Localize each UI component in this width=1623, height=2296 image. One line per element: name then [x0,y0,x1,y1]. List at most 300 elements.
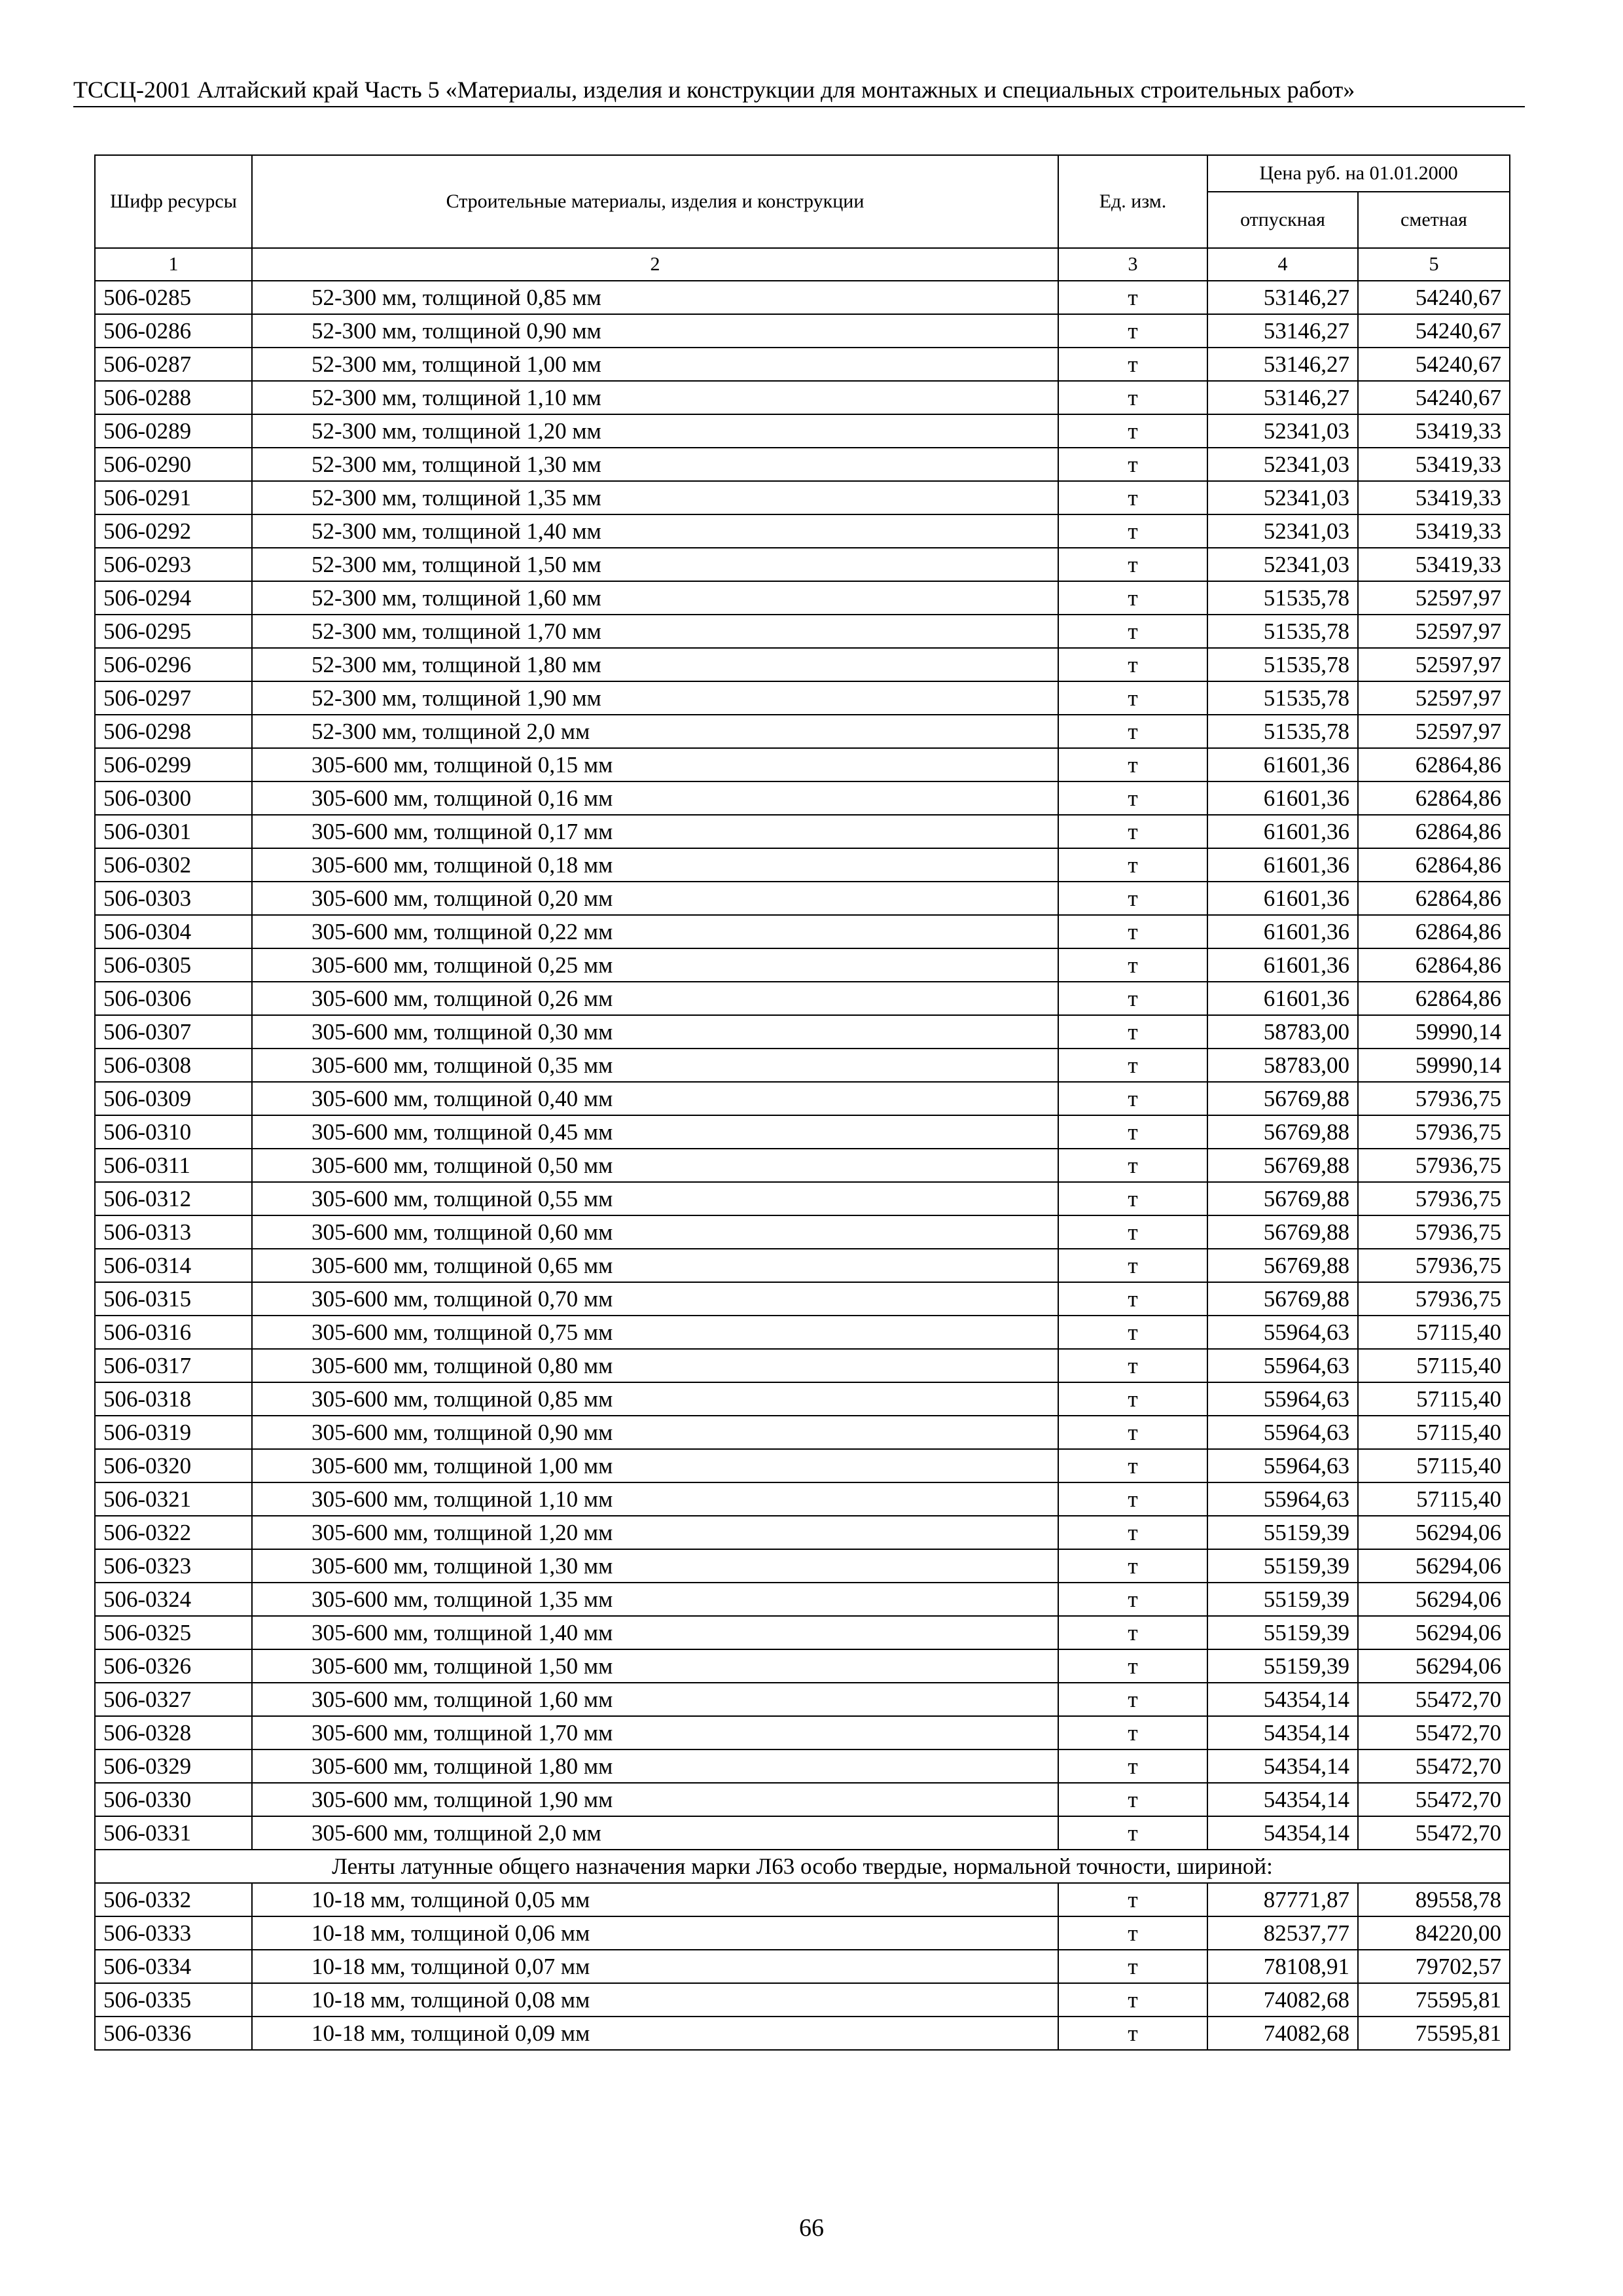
release-price: 55159,39 [1207,1583,1358,1616]
resource-code: 506-0291 [95,481,252,514]
release-price: 82537,77 [1207,1916,1358,1950]
material-name: 305-600 мм, толщиной 0,60 мм [252,1215,1058,1249]
unit: т [1058,1249,1207,1282]
resource-code: 506-0294 [95,581,252,615]
estimate-price: 52597,97 [1358,648,1510,681]
material-name: 305-600 мм, толщиной 0,15 мм [252,748,1058,781]
release-price: 87771,87 [1207,1883,1358,1916]
resource-code: 506-0302 [95,848,252,882]
table-row [95,1349,1510,1382]
release-price: 74082,68 [1207,1983,1358,2017]
release-price: 55159,39 [1207,1649,1358,1683]
table-row [95,1182,1510,1215]
table-row [95,548,1510,581]
resource-code: 506-0335 [95,1983,252,2017]
unit: т [1058,948,1207,982]
release-price: 58783,00 [1207,1049,1358,1082]
unit: т [1058,1783,1207,1816]
unit: т [1058,1382,1207,1416]
release-price: 61601,36 [1207,781,1358,815]
release-price: 61601,36 [1207,948,1358,982]
estimate-price: 55472,70 [1358,1749,1510,1783]
unit: т [1058,348,1207,381]
estimate-price: 55472,70 [1358,1683,1510,1716]
release-price: 54354,14 [1207,1816,1358,1850]
material-name: 52-300 мм, толщиной 1,60 мм [252,581,1058,615]
table-row [95,2017,1510,2050]
estimate-price: 79702,57 [1358,1950,1510,1983]
estimate-price: 57115,40 [1358,1382,1510,1416]
table-row [95,681,1510,715]
estimate-price: 57115,40 [1358,1316,1510,1349]
estimate-price: 57936,75 [1358,1215,1510,1249]
table-row [95,1950,1510,1983]
unit: т [1058,548,1207,581]
unit: т [1058,1182,1207,1215]
unit: т [1058,1349,1207,1382]
estimate-price: 56294,06 [1358,1583,1510,1616]
price-table [94,154,1510,2051]
table-row [95,715,1510,748]
unit: т [1058,1616,1207,1649]
material-name: 52-300 мм, толщиной 1,00 мм [252,348,1058,381]
release-price: 54354,14 [1207,1683,1358,1716]
unit: т [1058,715,1207,748]
release-price: 55964,63 [1207,1449,1358,1482]
table-row [95,982,1510,1015]
release-price: 61601,36 [1207,748,1358,781]
release-price: 53146,27 [1207,381,1358,414]
table-row [95,1049,1510,1082]
release-price: 56769,88 [1207,1249,1358,1282]
estimate-price: 62864,86 [1358,915,1510,948]
material-name: 305-600 мм, толщиной 1,10 мм [252,1482,1058,1516]
column-number: 4 [1207,248,1358,281]
table-row [95,1282,1510,1316]
release-price: 55964,63 [1207,1416,1358,1449]
estimate-price: 56294,06 [1358,1516,1510,1549]
resource-code: 506-0292 [95,514,252,548]
estimate-price: 56294,06 [1358,1616,1510,1649]
table-row [95,481,1510,514]
unit: т [1058,1516,1207,1549]
estimate-price: 57115,40 [1358,1482,1510,1516]
table-row [95,281,1510,314]
material-name: 305-600 мм, толщиной 1,00 мм [252,1449,1058,1482]
material-name: 305-600 мм, толщиной 0,55 мм [252,1182,1058,1215]
resource-code: 506-0311 [95,1149,252,1182]
release-price: 52341,03 [1207,514,1358,548]
resource-code: 506-0312 [95,1182,252,1215]
table-row [95,1583,1510,1616]
material-name: 305-600 мм, толщиной 0,85 мм [252,1382,1058,1416]
table-row [95,648,1510,681]
unit: т [1058,1716,1207,1749]
release-price: 58783,00 [1207,1015,1358,1049]
release-price: 74082,68 [1207,2017,1358,2050]
material-name: 305-600 мм, толщиной 0,75 мм [252,1316,1058,1349]
unit: т [1058,1282,1207,1316]
section-heading: Ленты латунные общего назначения марки Л63 особо твердые, нормальной точности, шириной: [95,1850,1510,1883]
release-price: 55964,63 [1207,1349,1358,1382]
unit: т [1058,1316,1207,1349]
release-price: 51535,78 [1207,681,1358,715]
release-price: 56769,88 [1207,1115,1358,1149]
estimate-price: 54240,67 [1358,381,1510,414]
resource-code: 506-0305 [95,948,252,982]
resource-code: 506-0306 [95,982,252,1015]
estimate-price: 59990,14 [1358,1049,1510,1082]
material-name: 305-600 мм, толщиной 0,25 мм [252,948,1058,982]
unit: т [1058,381,1207,414]
estimate-price: 57936,75 [1358,1282,1510,1316]
estimate-price: 62864,86 [1358,815,1510,848]
estimate-price: 55472,70 [1358,1716,1510,1749]
release-price: 56769,88 [1207,1149,1358,1182]
table-row [95,1449,1510,1482]
material-name: 305-600 мм, толщиной 0,40 мм [252,1082,1058,1115]
material-name: 305-600 мм, толщиной 1,60 мм [252,1683,1058,1716]
release-price: 52341,03 [1207,481,1358,514]
release-price: 54354,14 [1207,1783,1358,1816]
unit: т [1058,915,1207,948]
unit: т [1058,1215,1207,1249]
table-row [95,1015,1510,1049]
estimate-price: 56294,06 [1358,1549,1510,1583]
estimate-price: 57115,40 [1358,1416,1510,1449]
estimate-price: 53419,33 [1358,514,1510,548]
material-name: 10-18 мм, толщиной 0,08 мм [252,1983,1058,2017]
table-section [95,1850,1510,1883]
resource-code: 506-0318 [95,1382,252,1416]
material-name: 305-600 мм, толщиной 0,20 мм [252,882,1058,915]
estimate-price: 62864,86 [1358,948,1510,982]
material-name: 305-600 мм, толщиной 1,70 мм [252,1716,1058,1749]
release-price: 51535,78 [1207,715,1358,748]
estimate-price: 55472,70 [1358,1816,1510,1850]
release-price: 61601,36 [1207,882,1358,915]
unit: т [1058,1983,1207,2017]
unit: т [1058,1749,1207,1783]
material-name: 305-600 мм, толщиной 2,0 мм [252,1816,1058,1850]
resource-code: 506-0307 [95,1015,252,1049]
material-name: 305-600 мм, толщиной 1,80 мм [252,1749,1058,1783]
material-name: 305-600 мм, толщиной 0,90 мм [252,1416,1058,1449]
material-name: 10-18 мм, толщиной 0,09 мм [252,2017,1058,2050]
release-price: 55964,63 [1207,1316,1358,1349]
resource-code: 506-0286 [95,314,252,348]
estimate-price: 53419,33 [1358,414,1510,448]
table-row [95,448,1510,481]
column-number: 3 [1058,248,1207,281]
release-price: 61601,36 [1207,848,1358,882]
table-row [95,1749,1510,1783]
material-name: 10-18 мм, толщиной 0,06 мм [252,1916,1058,1950]
header-unit: Ед. изм. [1058,155,1207,248]
unit: т [1058,1449,1207,1482]
resource-code: 506-0332 [95,1883,252,1916]
estimate-price: 89558,78 [1358,1883,1510,1916]
material-name: 305-600 мм, толщиной 1,90 мм [252,1783,1058,1816]
material-name: 305-600 мм, толщиной 0,16 мм [252,781,1058,815]
release-price: 54354,14 [1207,1716,1358,1749]
material-name: 52-300 мм, толщиной 0,85 мм [252,281,1058,314]
unit: т [1058,1549,1207,1583]
estimate-price: 57115,40 [1358,1449,1510,1482]
unit: т [1058,815,1207,848]
resource-code: 506-0303 [95,882,252,915]
unit: т [1058,1649,1207,1683]
material-name: 52-300 мм, толщиной 1,20 мм [252,414,1058,448]
material-name: 305-600 мм, толщиной 0,65 мм [252,1249,1058,1282]
header-estimate-price: сметная [1358,192,1510,248]
header-price: Цена руб. на 01.01.2000 [1207,155,1510,192]
unit: т [1058,448,1207,481]
material-name: 305-600 мм, толщиной 0,45 мм [252,1115,1058,1149]
table-row [95,848,1510,882]
release-price: 52341,03 [1207,548,1358,581]
table-row [95,1082,1510,1115]
estimate-price: 52597,97 [1358,615,1510,648]
resource-code: 506-0316 [95,1316,252,1349]
release-price: 51535,78 [1207,581,1358,615]
release-price: 55159,39 [1207,1549,1358,1583]
unit: т [1058,1816,1207,1850]
resource-code: 506-0336 [95,2017,252,2050]
material-name: 52-300 мм, толщиной 1,10 мм [252,381,1058,414]
table-row [95,781,1510,815]
resource-code: 506-0326 [95,1649,252,1683]
material-name: 305-600 мм, толщиной 0,22 мм [252,915,1058,948]
unit: т [1058,1916,1207,1950]
release-price: 61601,36 [1207,982,1358,1015]
unit: т [1058,648,1207,681]
unit: т [1058,2017,1207,2050]
estimate-price: 57936,75 [1358,1182,1510,1215]
header-name: Строительные материалы, изделия и конструкции [252,155,1058,248]
release-price: 53146,27 [1207,348,1358,381]
unit: т [1058,314,1207,348]
material-name: 305-600 мм, толщиной 1,20 мм [252,1516,1058,1549]
estimate-price: 57936,75 [1358,1149,1510,1182]
unit: т [1058,414,1207,448]
table-row [95,1649,1510,1683]
estimate-price: 57115,40 [1358,1349,1510,1382]
table-row [95,1416,1510,1449]
unit: т [1058,1683,1207,1716]
resource-code: 506-0295 [95,615,252,648]
material-name: 52-300 мм, толщиной 1,80 мм [252,648,1058,681]
release-price: 78108,91 [1207,1950,1358,1983]
resource-code: 506-0300 [95,781,252,815]
table-row [95,1916,1510,1950]
table-row [95,882,1510,915]
resource-code: 506-0333 [95,1916,252,1950]
table-body-brass [95,1883,1510,2050]
resource-code: 506-0325 [95,1616,252,1649]
material-name: 52-300 мм, толщиной 1,90 мм [252,681,1058,715]
table-row [95,1382,1510,1416]
estimate-price: 56294,06 [1358,1649,1510,1683]
table-row [95,381,1510,414]
estimate-price: 54240,67 [1358,348,1510,381]
table-row [95,1616,1510,1649]
unit: т [1058,1082,1207,1115]
material-name: 52-300 мм, толщиной 2,0 мм [252,715,1058,748]
material-name: 305-600 мм, толщиной 0,17 мм [252,815,1058,848]
table-row [95,1516,1510,1549]
estimate-price: 62864,86 [1358,882,1510,915]
table-row [95,915,1510,948]
unit: т [1058,1416,1207,1449]
resource-code: 506-0309 [95,1082,252,1115]
material-name: 52-300 мм, толщиной 0,90 мм [252,314,1058,348]
unit: т [1058,1950,1207,1983]
material-name: 305-600 мм, толщиной 0,18 мм [252,848,1058,882]
table-row [95,748,1510,781]
table-row [95,1683,1510,1716]
release-price: 55159,39 [1207,1516,1358,1549]
release-price: 54354,14 [1207,1749,1358,1783]
material-name: 305-600 мм, толщиной 1,30 мм [252,1549,1058,1583]
table-row [95,1115,1510,1149]
estimate-price: 75595,81 [1358,2017,1510,2050]
resource-code: 506-0299 [95,748,252,781]
resource-code: 506-0327 [95,1683,252,1716]
table-row [95,314,1510,348]
material-name: 52-300 мм, толщиной 1,40 мм [252,514,1058,548]
resource-code: 506-0287 [95,348,252,381]
page-header: ТССЦ-2001 Алтайский край Часть 5 «Материалы, изделия и конструкции для монтажных и специальных строительных работ» [73,73,1525,107]
unit: т [1058,681,1207,715]
table-row [95,514,1510,548]
resource-code: 506-0293 [95,548,252,581]
unit: т [1058,781,1207,815]
resource-code: 506-0330 [95,1783,252,1816]
release-price: 53146,27 [1207,281,1358,314]
table-row [95,815,1510,848]
table-row [95,1549,1510,1583]
table-row [95,1316,1510,1349]
table-row [95,615,1510,648]
resource-code: 506-0321 [95,1482,252,1516]
table-row [95,1716,1510,1749]
release-price: 56769,88 [1207,1182,1358,1215]
resource-code: 506-0310 [95,1115,252,1149]
material-name: 305-600 мм, толщиной 0,35 мм [252,1049,1058,1082]
material-name: 305-600 мм, толщиной 0,50 мм [252,1149,1058,1182]
resource-code: 506-0313 [95,1215,252,1249]
material-name: 52-300 мм, толщиной 1,50 мм [252,548,1058,581]
unit: т [1058,615,1207,648]
material-name: 305-600 мм, толщиной 1,40 мм [252,1616,1058,1649]
table-row [95,948,1510,982]
table-row [95,1215,1510,1249]
resource-code: 506-0328 [95,1716,252,1749]
unit: т [1058,481,1207,514]
unit: т [1058,982,1207,1015]
estimate-price: 57936,75 [1358,1249,1510,1282]
release-price: 56769,88 [1207,1215,1358,1249]
material-name: 52-300 мм, толщиной 1,35 мм [252,481,1058,514]
resource-code: 506-0319 [95,1416,252,1449]
release-price: 55159,39 [1207,1616,1358,1649]
resource-code: 506-0329 [95,1749,252,1783]
unit: т [1058,1482,1207,1516]
estimate-price: 62864,86 [1358,982,1510,1015]
estimate-price: 75595,81 [1358,1983,1510,2017]
release-price: 52341,03 [1207,414,1358,448]
header-release-price: отпускная [1207,192,1358,248]
table-body-main [95,281,1510,1850]
table-row [95,1983,1510,2017]
release-price: 56769,88 [1207,1082,1358,1115]
release-price: 56769,88 [1207,1282,1358,1316]
unit: т [1058,1583,1207,1616]
table-row [95,1249,1510,1282]
material-name: 305-600 мм, толщиной 0,70 мм [252,1282,1058,1316]
resource-code: 506-0314 [95,1249,252,1282]
table-row [95,1482,1510,1516]
resource-code: 506-0320 [95,1449,252,1482]
resource-code: 506-0296 [95,648,252,681]
material-name: 10-18 мм, толщиной 0,07 мм [252,1950,1058,1983]
column-number: 2 [252,248,1058,281]
unit: т [1058,1115,1207,1149]
table-row [95,348,1510,381]
unit: т [1058,281,1207,314]
estimate-price: 53419,33 [1358,548,1510,581]
resource-code: 506-0322 [95,1516,252,1549]
resource-code: 506-0308 [95,1049,252,1082]
unit: т [1058,1015,1207,1049]
material-name: 52-300 мм, толщиной 1,30 мм [252,448,1058,481]
estimate-price: 54240,67 [1358,314,1510,348]
unit: т [1058,514,1207,548]
estimate-price: 62864,86 [1358,848,1510,882]
release-price: 53146,27 [1207,314,1358,348]
resource-code: 506-0324 [95,1583,252,1616]
resource-code: 506-0297 [95,681,252,715]
table-row [95,1883,1510,1916]
column-number: 1 [95,248,252,281]
header-code: Шифр ресурсы [95,155,252,248]
unit: т [1058,1149,1207,1182]
estimate-price: 52597,97 [1358,581,1510,615]
estimate-price: 52597,97 [1358,681,1510,715]
resource-code: 506-0317 [95,1349,252,1382]
resource-code: 506-0301 [95,815,252,848]
table-row [95,414,1510,448]
estimate-price: 84220,00 [1358,1916,1510,1950]
column-number: 5 [1358,248,1510,281]
resource-code: 506-0290 [95,448,252,481]
unit: т [1058,748,1207,781]
resource-code: 506-0298 [95,715,252,748]
release-price: 51535,78 [1207,615,1358,648]
material-name: 52-300 мм, толщиной 1,70 мм [252,615,1058,648]
estimate-price: 62864,86 [1358,748,1510,781]
resource-code: 506-0289 [95,414,252,448]
material-name: 305-600 мм, толщиной 0,30 мм [252,1015,1058,1049]
estimate-price: 57936,75 [1358,1082,1510,1115]
unit: т [1058,581,1207,615]
unit: т [1058,1049,1207,1082]
unit: т [1058,848,1207,882]
material-name: 305-600 мм, толщиной 0,80 мм [252,1349,1058,1382]
resource-code: 506-0323 [95,1549,252,1583]
release-price: 55964,63 [1207,1382,1358,1416]
